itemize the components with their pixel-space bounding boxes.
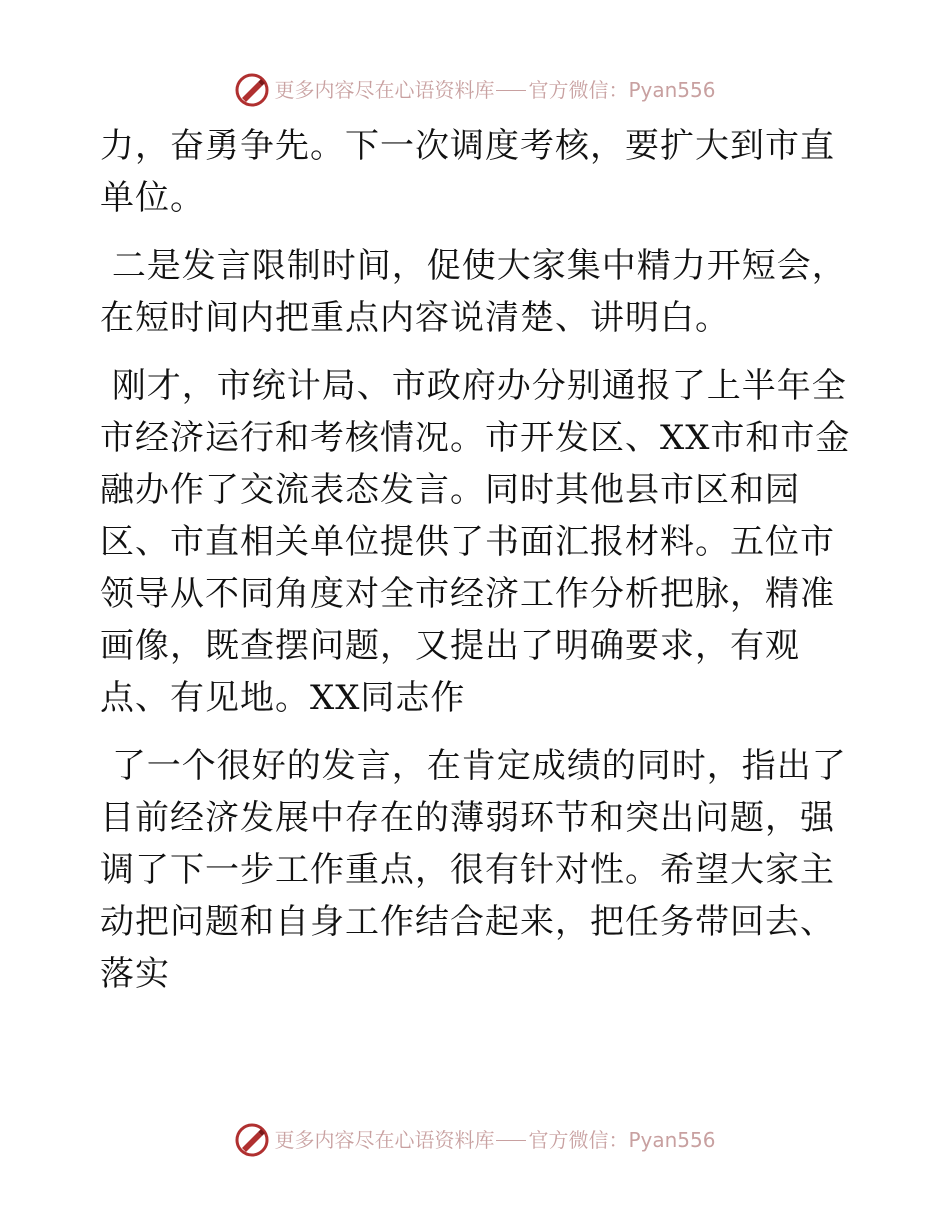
watermark-text-right: 官方微信：Pyan556 [528,78,716,102]
footer-watermark [0,1120,950,1160]
watermark-separator [496,1140,526,1141]
header-watermark [0,70,950,110]
paragraph-4: 了一个很好的发言，在肯定成绩的同时，指出了目前经济发展中存在的薄弱环节和突出问题，强调了下一步工作重点，很有针对性。希望大家主动把问题和自身工作结合起来，把任务带回去、落实 [100,746,847,994]
pen-logo-icon [234,72,270,108]
watermark-separator [496,90,526,91]
document-body [100,120,855,1016]
paragraph-3: 刚才，市统计局、市政府办分别通报了上半年全市经济运行和考核情况。市开发区、XX市和市金融办作了交流表态发言。同时其他县市区和园区、市直相关单位提供了书面汇报材料。五位市领导从不同角度对全市经济工作分析把脉，精准画像，既查摆问题，又提出了明确要求，有观点、有见地。XX同志作 [100,366,851,718]
watermark-text-left: 更多内容尽在心语资料库 [274,1128,495,1152]
paragraph-1: 力，奋勇争先。下一次调度考核，要扩大到市直单位。 [100,126,835,218]
pen-logo-icon [234,1122,270,1158]
paragraph-2: 二是发言限制时间，促使大家集中精力开短会，在短时间内把重点内容说清楚、讲明白。 [100,246,847,338]
watermark-text-right: 官方微信：Pyan556 [528,1128,716,1152]
watermark-text-left: 更多内容尽在心语资料库 [274,78,495,102]
